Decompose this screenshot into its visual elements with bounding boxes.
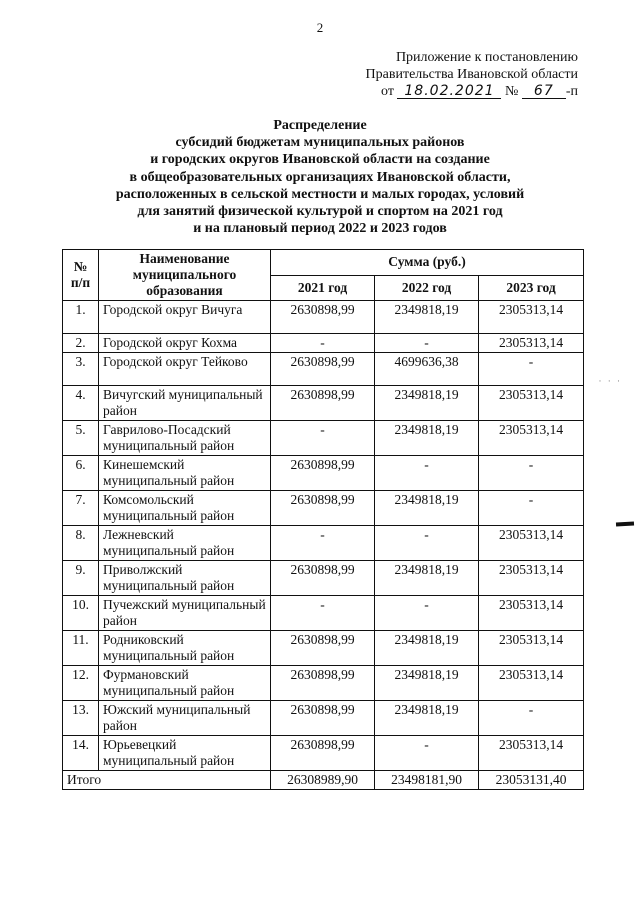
row-name: Городской округ Вичуга <box>99 301 271 334</box>
row-number: 14. <box>63 736 99 771</box>
row-value-2022: 2349818,19 <box>375 301 479 334</box>
row-value-2023: 2305313,14 <box>479 421 584 456</box>
table-row <box>63 701 584 736</box>
row-name: Приволжский муниципальный район <box>99 561 271 596</box>
scan-mark <box>616 522 634 527</box>
row-value-2021: 2630898,99 <box>271 301 375 334</box>
header-sum: Сумма (руб.) <box>271 250 584 276</box>
row-number: 4. <box>63 386 99 421</box>
row-value-2022: 2349818,19 <box>375 666 479 701</box>
row-value-2022: - <box>375 526 479 561</box>
total-value-2021: 26308989,90 <box>271 771 375 790</box>
header-2021: 2021 год <box>271 275 375 301</box>
row-value-2023: 2305313,14 <box>479 666 584 701</box>
row-value-2022: - <box>375 334 479 353</box>
total-value-2023: 23053131,40 <box>479 771 584 790</box>
title-line-6: для занятий физической культурой и спортом на 2021 год <box>137 204 503 220</box>
row-value-2022: 2349818,19 <box>375 561 479 596</box>
row-value-2023: - <box>479 353 584 386</box>
appendix-line-2: Правительства Ивановской области <box>365 67 578 82</box>
row-number: 5. <box>63 421 99 456</box>
row-number: 11. <box>63 631 99 666</box>
title-line-5: расположенных в сельской местности и малых городах, условий <box>115 186 525 202</box>
total-row <box>63 771 584 790</box>
row-value-2023: 2305313,14 <box>479 736 584 771</box>
row-value-2021: 2630898,99 <box>271 666 375 701</box>
row-value-2023: 2305313,14 <box>479 526 584 561</box>
row-value-2023: 2305313,14 <box>479 301 584 334</box>
row-value-2021: - <box>271 334 375 353</box>
row-value-2021: 2630898,99 <box>271 491 375 526</box>
appendix-line-3 <box>366 83 578 100</box>
table-row <box>63 386 584 421</box>
row-value-2023: 2305313,14 <box>479 386 584 421</box>
row-value-2021: 2630898,99 <box>271 353 375 386</box>
table-row <box>63 353 584 386</box>
table-row <box>63 421 584 456</box>
row-number: 9. <box>63 561 99 596</box>
row-name: Городской округ Кохма <box>99 334 271 353</box>
row-number: 10. <box>63 596 99 631</box>
row-number: 6. <box>63 456 99 491</box>
row-value-2023: 2305313,14 <box>479 334 584 353</box>
row-name: Городской округ Тейково <box>99 353 271 386</box>
row-value-2021: - <box>271 421 375 456</box>
row-number: 1. <box>63 301 99 334</box>
row-name: Кинешемский муниципальный район <box>99 456 271 491</box>
header-no: № п/п <box>63 250 99 301</box>
title-line-7: и на плановый период 2022 и 2023 годов <box>193 221 447 237</box>
scan-dots: · · · <box>598 376 622 386</box>
header-name: Наименование муниципального образования <box>99 250 271 301</box>
row-number: 13. <box>63 701 99 736</box>
row-value-2021: 2630898,99 <box>271 631 375 666</box>
row-value-2021: 2630898,99 <box>271 386 375 421</box>
row-value-2021: 2630898,99 <box>271 456 375 491</box>
page-number: 2 <box>316 20 324 35</box>
row-value-2022: 2349818,19 <box>375 491 479 526</box>
table-row <box>63 334 584 353</box>
title-line-1: Распределение <box>273 118 367 133</box>
table-row <box>63 631 584 666</box>
row-value-2022: - <box>375 456 479 491</box>
row-name: Лежневский муниципальный район <box>99 526 271 561</box>
document-title <box>0 117 640 237</box>
row-number: 7. <box>63 491 99 526</box>
header-2023: 2023 год <box>479 275 584 301</box>
appendix-line-1: Приложение к постановлению <box>395 50 578 65</box>
row-name: Гаврилово-Посадский муниципальный район <box>99 421 271 456</box>
row-value-2022: 4699636,38 <box>375 353 479 386</box>
header-2022: 2022 год <box>375 275 479 301</box>
table-row <box>63 301 584 334</box>
table-row <box>63 491 584 526</box>
handwritten-date: 18.02.2021 <box>397 84 501 99</box>
row-name: Комсомольский муниципальный район <box>99 491 271 526</box>
number-suffix: -п <box>565 84 578 99</box>
appendix-block <box>366 49 578 100</box>
row-name: Фурмановский муниципальный район <box>99 666 271 701</box>
row-value-2021: 2630898,99 <box>271 736 375 771</box>
table-row <box>63 596 584 631</box>
table-row <box>63 456 584 491</box>
row-value-2022: - <box>375 736 479 771</box>
title-line-3: и городских округов Ивановской области на создание <box>150 152 490 168</box>
row-number: 3. <box>63 353 99 386</box>
row-value-2022: 2349818,19 <box>375 701 479 736</box>
row-name: Родниковский муниципальный район <box>99 631 271 666</box>
row-name: Пучежский муниципальный район <box>99 596 271 631</box>
total-label: Итого <box>63 771 271 790</box>
row-value-2023: - <box>479 491 584 526</box>
row-value-2022: - <box>375 596 479 631</box>
title-line-2: субсидий бюджетам муниципальных районов <box>175 135 465 151</box>
row-number: 12. <box>63 666 99 701</box>
table-row <box>63 666 584 701</box>
row-value-2022: 2349818,19 <box>375 631 479 666</box>
row-number: 2. <box>63 334 99 353</box>
table-row <box>63 526 584 561</box>
row-value-2022: 2349818,19 <box>375 421 479 456</box>
row-value-2021: - <box>271 596 375 631</box>
row-value-2022: 2349818,19 <box>375 386 479 421</box>
number-sign: № <box>504 84 519 99</box>
table-row <box>63 736 584 771</box>
row-value-2021: - <box>271 526 375 561</box>
total-value-2022: 23498181,90 <box>375 771 479 790</box>
row-value-2023: 2305313,14 <box>479 596 584 631</box>
row-value-2023: 2305313,14 <box>479 561 584 596</box>
title-line-4: в общеобразовательных организациях Ивановской области, <box>129 169 511 185</box>
row-value-2023: - <box>479 456 584 491</box>
subsidy-table <box>62 249 584 790</box>
row-value-2023: 2305313,14 <box>479 631 584 666</box>
row-value-2023: - <box>479 701 584 736</box>
appendix-from-label: от <box>381 84 394 99</box>
handwritten-number: 67 <box>522 84 566 99</box>
table-row <box>63 561 584 596</box>
row-name: Юрьевецкий муниципальный район <box>99 736 271 771</box>
row-number: 8. <box>63 526 99 561</box>
row-name: Южский муниципальный район <box>99 701 271 736</box>
row-value-2021: 2630898,99 <box>271 561 375 596</box>
row-name: Вичугский муниципальный район <box>99 386 271 421</box>
row-value-2021: 2630898,99 <box>271 701 375 736</box>
